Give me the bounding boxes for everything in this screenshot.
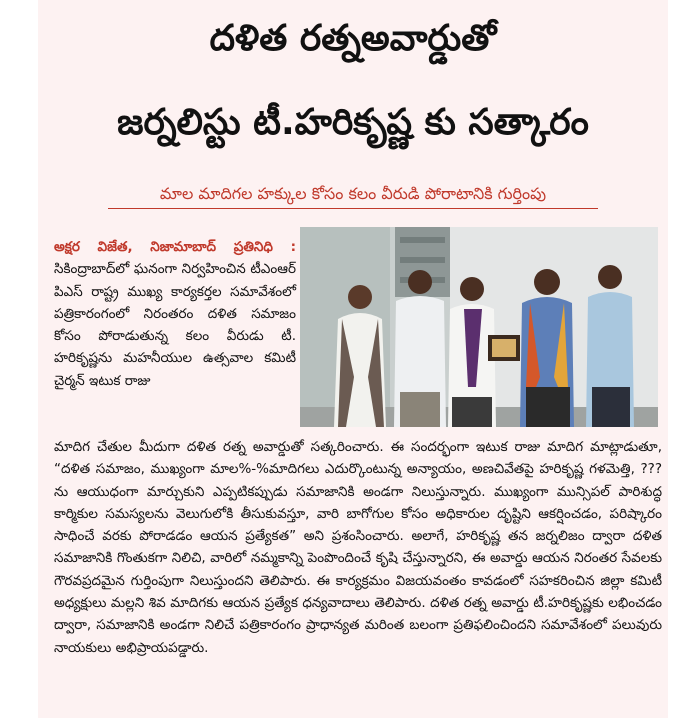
article-body-column-text: సికింద్రాబాద్‌లో ఘనంగా నిర్వహించిన టీఎంఆర్ పిఎస్ రాష్ట్ర ముఖ్య కార్యకర్తల సమావేశంలో పత్రికారంగంలో నిరంతరం దళిత సమాజం కోసం పోరాడుతున్న కలం వీరుడు టీ. హరికృష్ణను మహనీయుల ఉత్సవాల కమిటీ చైర్మన్ ఇటుక రాజు	[54, 261, 296, 389]
article-body-column	[54, 236, 296, 392]
headline-line-2: జర్నలిస్టు టీ.హరికృష్ణ కు సత్కారం	[117, 102, 589, 143]
award-photo-illustration	[300, 227, 658, 427]
article-body-full: మాదిగ చేతుల మీదుగా దళిత రత్న అవార్డుతో సత్కరించారు. ఈ సందర్భంగా ఇటుక రాజు మాదిగ మాట్లాడుతూ, “దళిత సమాజం, ముఖ్యంగా మాల%-%మాదిగలు ఎదుర్కొంటున్న అన్యాయం, అణచివేతపై హరికృష్ణ గళమెత్తి, ???ను ఆయుధంగా మార్చుకుని ఎప్పటికప్పుడు సమాజానికి అండగా నిలుస్తున్నారు. ముఖ్యంగా మున్సిపల్ పారిశుద్ధ కార్మికుల సమస్యలను వెలుగులోకి తీసుకువస్తూ, వారి బాగోగుల కోసం అధికారుల దృష్టిని ఆకర్షించడం, పరిష్కారం సాధించే వరకు పోరాడడం ఆయన ప్రత్యేకత” అని ప్రశంసించారు. అలాగే, హరికృష్ణ తన జర్నలిజం ద్వారా దళిత సమాజానికి గొంతుకగా నిలిచి, వారిలో నమ్మకాన్ని పెంపొందించే కృషి చేస్తున్నారని, ఈ అవార్డు ఆయన నిరంతర సేవలకు గౌరవప్రదమైన గుర్తింపుగా నిలుస్తుందని తెలిపారు. ఈ కార్యక్రమం విజయవంతం కావడంలో సహకరించిన జిల్లా కమిటీ అధ్యక్షులు మల్లని శివ మాదిగకు ఆయన ప్రత్యేక ధన్యవాదాలు తెలిపారు. దళిత రత్న అవార్డు టీ.హరికృష్ణకు లభించడం ద్వారా, సమాజానికి అండగా నిలిచే పత్రికారంగం ప్రాధాన్యత మరింత బలంగా ప్రతిఫలించిందని సమావేశంలో పలువురు నాయకులు అభిప్రాయపడ్డారు.	[54, 439, 662, 656]
subheadline: మాల మాదిగల హక్కుల కోసం కలం వీరుడి పోరాటానికి గుర్తింపు	[159, 184, 547, 203]
award-ceremony-photo	[300, 227, 658, 427]
subheadline-underline	[108, 208, 598, 209]
byline: అక్షర విజేత, నిజామాబాద్ ప్రతినిధి :	[54, 239, 296, 255]
newspaper-clipping	[38, 0, 668, 718]
headline-line-1: దళిత రత్నఅవార్డుతో	[209, 18, 497, 59]
